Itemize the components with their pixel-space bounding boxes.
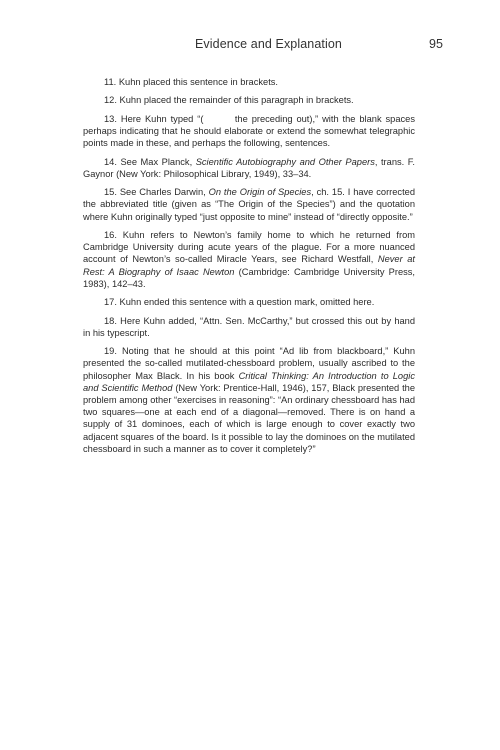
book-title: Scientific Autobiography and Other Papers	[195, 156, 375, 167]
book-title: Never at Rest: A Biography of Isaac Newton	[83, 254, 415, 277]
book-title: Critical Thinking: An Introduction to Logic and Scientific Method	[83, 370, 415, 393]
endnote-15	[83, 186, 415, 223]
note-text: Kuhn ended this sentence with a question mark, omitted here.	[119, 297, 375, 308]
endnote-11	[83, 76, 415, 88]
note-text: See Max Planck,	[120, 156, 196, 167]
endnote-14	[83, 156, 415, 180]
note-number: 15.	[104, 187, 117, 198]
note-text: Here Kuhn typed “( the preceding out),” with the blank spaces perhaps indicating that he should elaborate or extend the somewhat telegraphic points made in these, and perhaps the following, sentences.	[83, 113, 418, 149]
note-text: (New York: Prentice-Hall, 1946), 157, Black presented the problem among other “exercises in reasoning”: “An ordinary chessboard has had two squares—one at each end of a diagonal—removed. There is on hand a supply of 31 dominoes, each of which is large enough to cover exactly two adjacent squares of the board. Is it possible to lay the dominoes on the mutilated chessboard in such a manner as to cover it completely?”	[83, 382, 415, 454]
note-text: , trans. F. Gaynor (New York: Philosophical Library, 1949), 33–34.	[83, 156, 415, 179]
note-number: 14.	[104, 156, 117, 167]
book-title: On the Origin of Species	[208, 187, 312, 198]
note-number: 13.	[104, 113, 117, 124]
endnote-19	[83, 345, 415, 455]
note-number: 11.	[104, 77, 117, 87]
running-head	[0, 37, 500, 53]
note-number: 17.	[104, 297, 117, 308]
note-number: 12.	[104, 95, 117, 106]
note-text: (Cambridge: Cambridge University Press, 1983), 142–43.	[83, 266, 415, 289]
endnote-17	[83, 296, 415, 308]
note-text: Here Kuhn added, “Attn. Sen. McCarthy,” but crossed this out by hand in his typescript.	[83, 315, 416, 338]
note-number: 18.	[104, 315, 117, 326]
note-text: , ch. 15. I have corrected the abbreviated title (given as “The Origin of the Species”) and the quotation where Kuhn originally typed “just opposite to mine” instead of “directly opposite.”	[83, 187, 415, 222]
endnote-18	[83, 315, 415, 339]
note-text: Kuhn refers to Newton’s family home to which he returned from Cambridge University during acute years of the plague. For a more nuanced account of Newton’s so-called Miracle Years, see Richard Westfall,	[83, 229, 415, 265]
note-text: Noting that he should at this point “Ad lib from blackboard,” Kuhn presented the so-called mutilated-chessboard problem, usually ascribed to the philosopher Max Black. In his book	[83, 346, 415, 381]
endnote-13	[83, 113, 418, 150]
running-title: Evidence and Explanation	[195, 37, 342, 51]
endnote-12	[83, 94, 415, 106]
page-number: 95	[429, 37, 443, 51]
endnote-16	[83, 229, 415, 290]
endnotes	[83, 76, 418, 461]
note-text: See Charles Darwin,	[119, 187, 209, 198]
note-text: Kuhn placed this sentence in brackets.	[118, 77, 279, 87]
note-text: Kuhn placed the remainder of this paragraph in brackets.	[119, 95, 354, 106]
note-number: 19.	[104, 346, 117, 357]
note-number: 16.	[104, 229, 117, 240]
